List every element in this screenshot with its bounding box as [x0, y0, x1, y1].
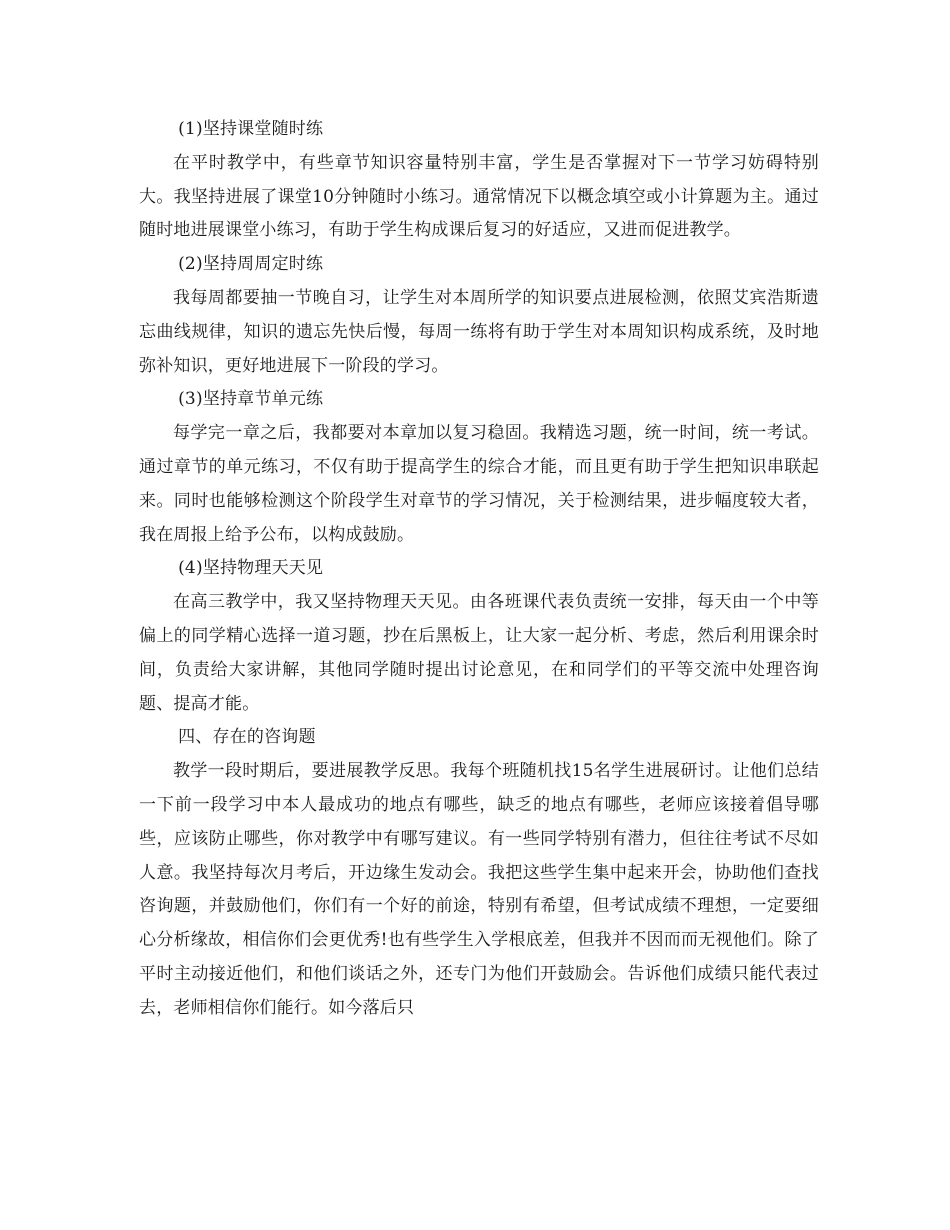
section-heading-4: (4)坚持物理天天见 — [178, 558, 324, 579]
body-paragraph-2: 我每周都要抽一节晚自习，让学生对本周所学的知识要点进展检测，依照艾宾浩斯遗忘曲线规律，知识的遗忘先快后慢，每周一练将有助于学生对本周知识构成系统，及时地弥补知识，更好地进展下一阶段的学习。 — [139, 287, 819, 376]
body-paragraph-5: 教学一段时期后，要进展教学反思。我每个班随机找15名学生进展研讨。让他们总结一下前一段学习中本人最成功的地点有哪些，缺乏的地点有哪些，老师应该接着倡导哪些，应该防止哪些，你对教学中有哪写建议。有一些同学特别有潜力，但往往考试不尽如人意。我坚持每次月考后，开边缘生发动会。我把这些学生集中起来开会，协助他们查找咨询题，并鼓励他们，你们有一个好的前途，特别有希望，但考试成绩不理想，一定要细心分析缘故，相信你们会更优秀!也有些学生入学根底差，但我并不因而而无视他们。除了平时主动接近他们，和他们谈话之外，还专门为他们开鼓励会。告诉他们成绩只能代表过去，老师相信你们能行。如今落后只 — [139, 761, 819, 1018]
section-heading-1: (1)坚持课堂随时练 — [178, 119, 324, 139]
document-body — [139, 113, 819, 1026]
body-paragraph-1: 在平时教学中，有些章节知识容量特别丰富，学生是否掌握对下一节学习妨碍特别大。我坚持进展了课堂10分钟随时小练习。通常情况下以概念填空或小计算题为主。通过随时地进展课堂小练习，有助于学生构成课后复习的好适应，又进而促进教学。 — [139, 152, 819, 241]
body-paragraph-4: 在高三教学中，我又坚持物理天天见。由各班课代表负责统一安排，每天由一个中等偏上的同学精心选择一道习题，抄在后黑板上，让大家一起分析、考虑，然后利用课余时间，负责给大家讲解，其他同学随时提出讨论意见，在和同学们的平等交流中处理咨询题、提高才能。 — [139, 592, 819, 714]
section-heading-2: (2)坚持周周定时练 — [178, 254, 324, 275]
section-heading-existing-problems: 四、存在的咨询题 — [178, 727, 316, 748]
section-heading-3: (3)坚持章节单元练 — [178, 389, 324, 410]
body-paragraph-3: 每学完一章之后，我都要对本章加以复习稳固。我精选习题，统一时间，统一考试。通过章节的单元练习，不仅有助于提高学生的综合才能，而且更有助于学生把知识串联起来。同时也能够检测这个阶段学生对章节的学习情况，关于检测结果，进步幅度较大者，我在周报上给予公布，以构成鼓励。 — [139, 423, 819, 545]
